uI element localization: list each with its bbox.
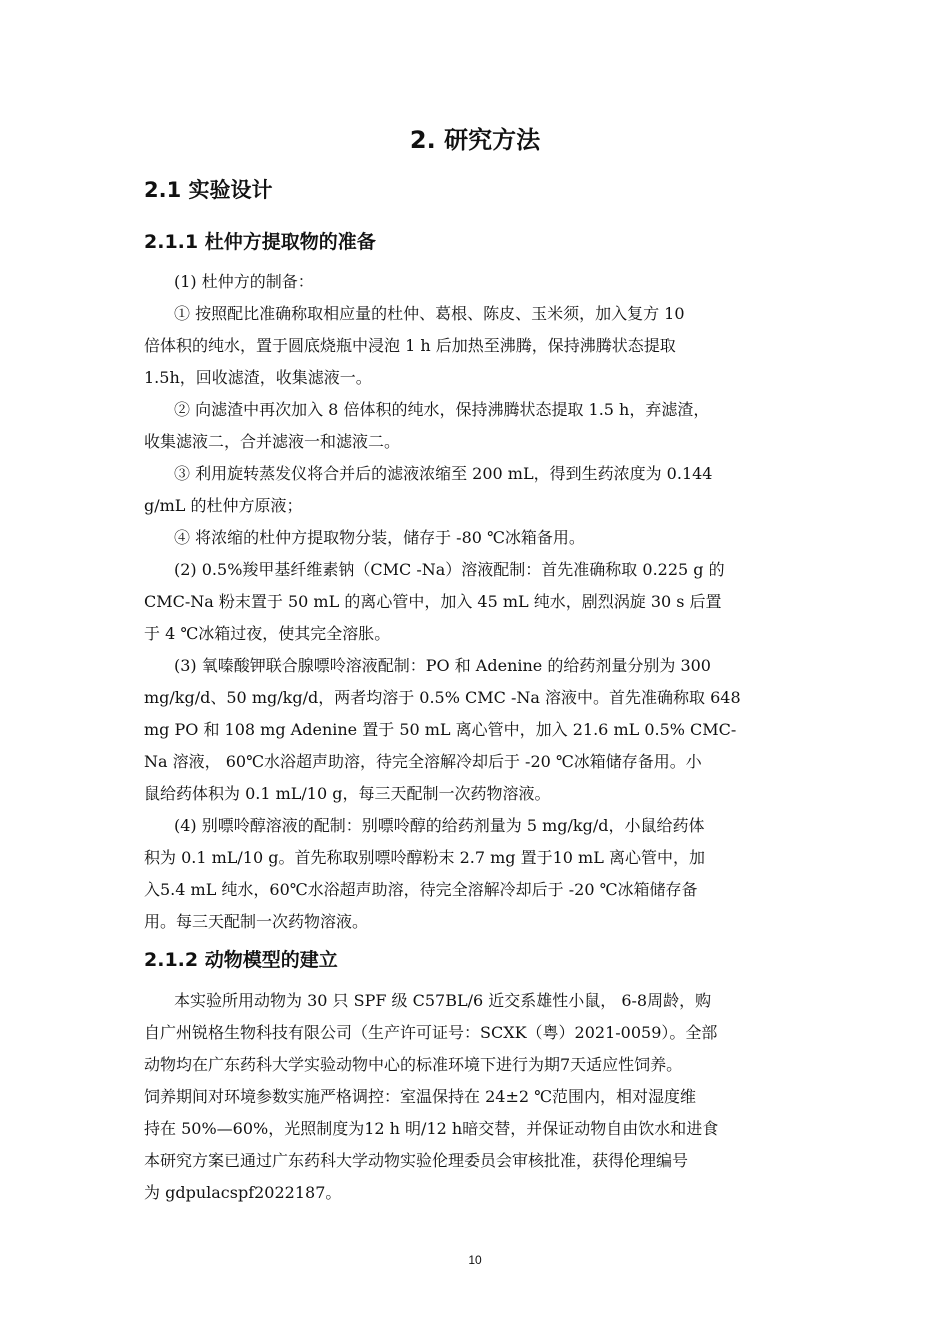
text-line: 动物均在广东药科大学实验动物中心的标准环境下进行为期7天适应性饲养。 — [144, 1055, 683, 1074]
page-number: 10 — [468, 1253, 482, 1267]
text-line: mg PO 和 108 mg Adenine 置于 50 mL 离心管中，加入 21.6 mL 0.5% CMC- — [144, 720, 737, 739]
paragraph — [144, 458, 808, 522]
text-line: 持在 50%—60%，光照制度为12 h 明/12 h暗交替，并保证动物自由饮水和进食 — [144, 1119, 719, 1138]
text-line: 鼠给药体积为 0.1 mL/10 g，每三天配制一次药物溶液。 — [144, 784, 551, 803]
paragraph — [144, 650, 808, 810]
text-line: 用。每三天配制一次药物溶液。 — [144, 912, 369, 931]
text-line: 本研究方案已通过广东药科大学动物实验伦理委员会审核批准，获得伦理编号 — [144, 1151, 689, 1170]
text-line: 于 4 ℃冰箱过夜，使其完全溶胀。 — [144, 624, 391, 643]
paragraph — [144, 394, 808, 458]
text-line: mg/kg/d、50 mg/kg/d，两者均溶于 0.5% CMC -Na 溶液中。首先准确称取 648 — [144, 688, 741, 707]
text-line: 为 gdpulacspf2022187。 — [144, 1183, 342, 1202]
subsection-body-2-1-2 — [144, 985, 808, 1209]
section-heading: 2.1 实验设计 — [144, 178, 273, 202]
subsection-body-2-1-1 — [144, 266, 808, 938]
paragraph — [144, 522, 808, 554]
text-line: 倍体积的纯水，置于圆底烧瓶中浸泡 1 h 后加热至沸腾，保持沸腾状态提取 — [144, 336, 676, 355]
text-line: 积为 0.1 mL/10 g。首先称取别嘌呤醇粉末 2.7 mg 置于10 mL 离心管中，加 — [144, 848, 705, 867]
text-line: 本实验所用动物为 30 只 SPF 级 C57BL/6 近交系雄性小鼠， 6-8周龄，购 — [174, 991, 712, 1010]
text-line: Na 溶液， 60℃水浴超声助溶，待完全溶解冷却后于 -20 ℃冰箱储存备用。小 — [144, 752, 702, 771]
text-line: (4) 别嘌呤醇溶液的配制：别嘌呤醇的给药剂量为 5 mg/kg/d，小鼠给药体 — [174, 816, 705, 835]
text-line: 收集滤液二，合并滤液一和滤液二。 — [144, 432, 401, 451]
text-line: (3) 氧嗪酸钾联合腺嘌呤溶液配制：PO 和 Adenine 的给药剂量分别为 300 — [174, 656, 711, 675]
text-line: g/mL 的杜仲方原液； — [144, 496, 303, 515]
text-line: ④ 将浓缩的杜仲方提取物分装，储存于 -80 ℃冰箱备用。 — [174, 528, 585, 547]
text-line: 自广州锐格生物科技有限公司（生产许可证号：SCXK（粤）2021-0059）。全部 — [144, 1023, 718, 1042]
text-line: (1) 杜仲方的制备： — [174, 272, 314, 291]
paragraph — [144, 810, 808, 938]
paragraph — [144, 985, 808, 1209]
chapter-title: 2. 研究方法 — [409, 126, 541, 154]
text-line: ③ 利用旋转蒸发仪将合并后的滤液浓缩至 200 mL，得到生药浓度为 0.144 — [174, 464, 713, 483]
text-line: CMC-Na 粉末置于 50 mL 的离心管中，加入 45 mL 纯水，剧烈涡旋 30 s 后置 — [144, 592, 722, 611]
text-line: (2) 0.5%羧甲基纤维素钠（CMC -Na）溶液配制：首先准确称取 0.225 g 的 — [174, 560, 725, 579]
subsection-heading-2-1-2: 2.1.2 动物模型的建立 — [144, 949, 338, 971]
paragraph — [144, 298, 808, 394]
text-line: ② 向滤渣中再次加入 8 倍体积的纯水，保持沸腾状态提取 1.5 h，弃滤渣， — [174, 400, 710, 419]
subsection-heading-2-1-1: 2.1.1 杜仲方提取物的准备 — [144, 231, 376, 253]
text-line: 入5.4 mL 纯水，60℃水浴超声助溶，待完全溶解冷却后于 -20 ℃冰箱储存备 — [144, 880, 698, 899]
paragraph — [144, 266, 808, 298]
text-line: 1.5h，回收滤渣，收集滤液一。 — [144, 368, 372, 387]
text-line: ① 按照配比准确称取相应量的杜仲、葛根、陈皮、玉米须，加入复方 10 — [174, 304, 685, 323]
paragraph — [144, 554, 808, 650]
text-line: 饲养期间对环境参数实施严格调控：室温保持在 24±2 ℃范围内，相对湿度维 — [144, 1087, 697, 1106]
